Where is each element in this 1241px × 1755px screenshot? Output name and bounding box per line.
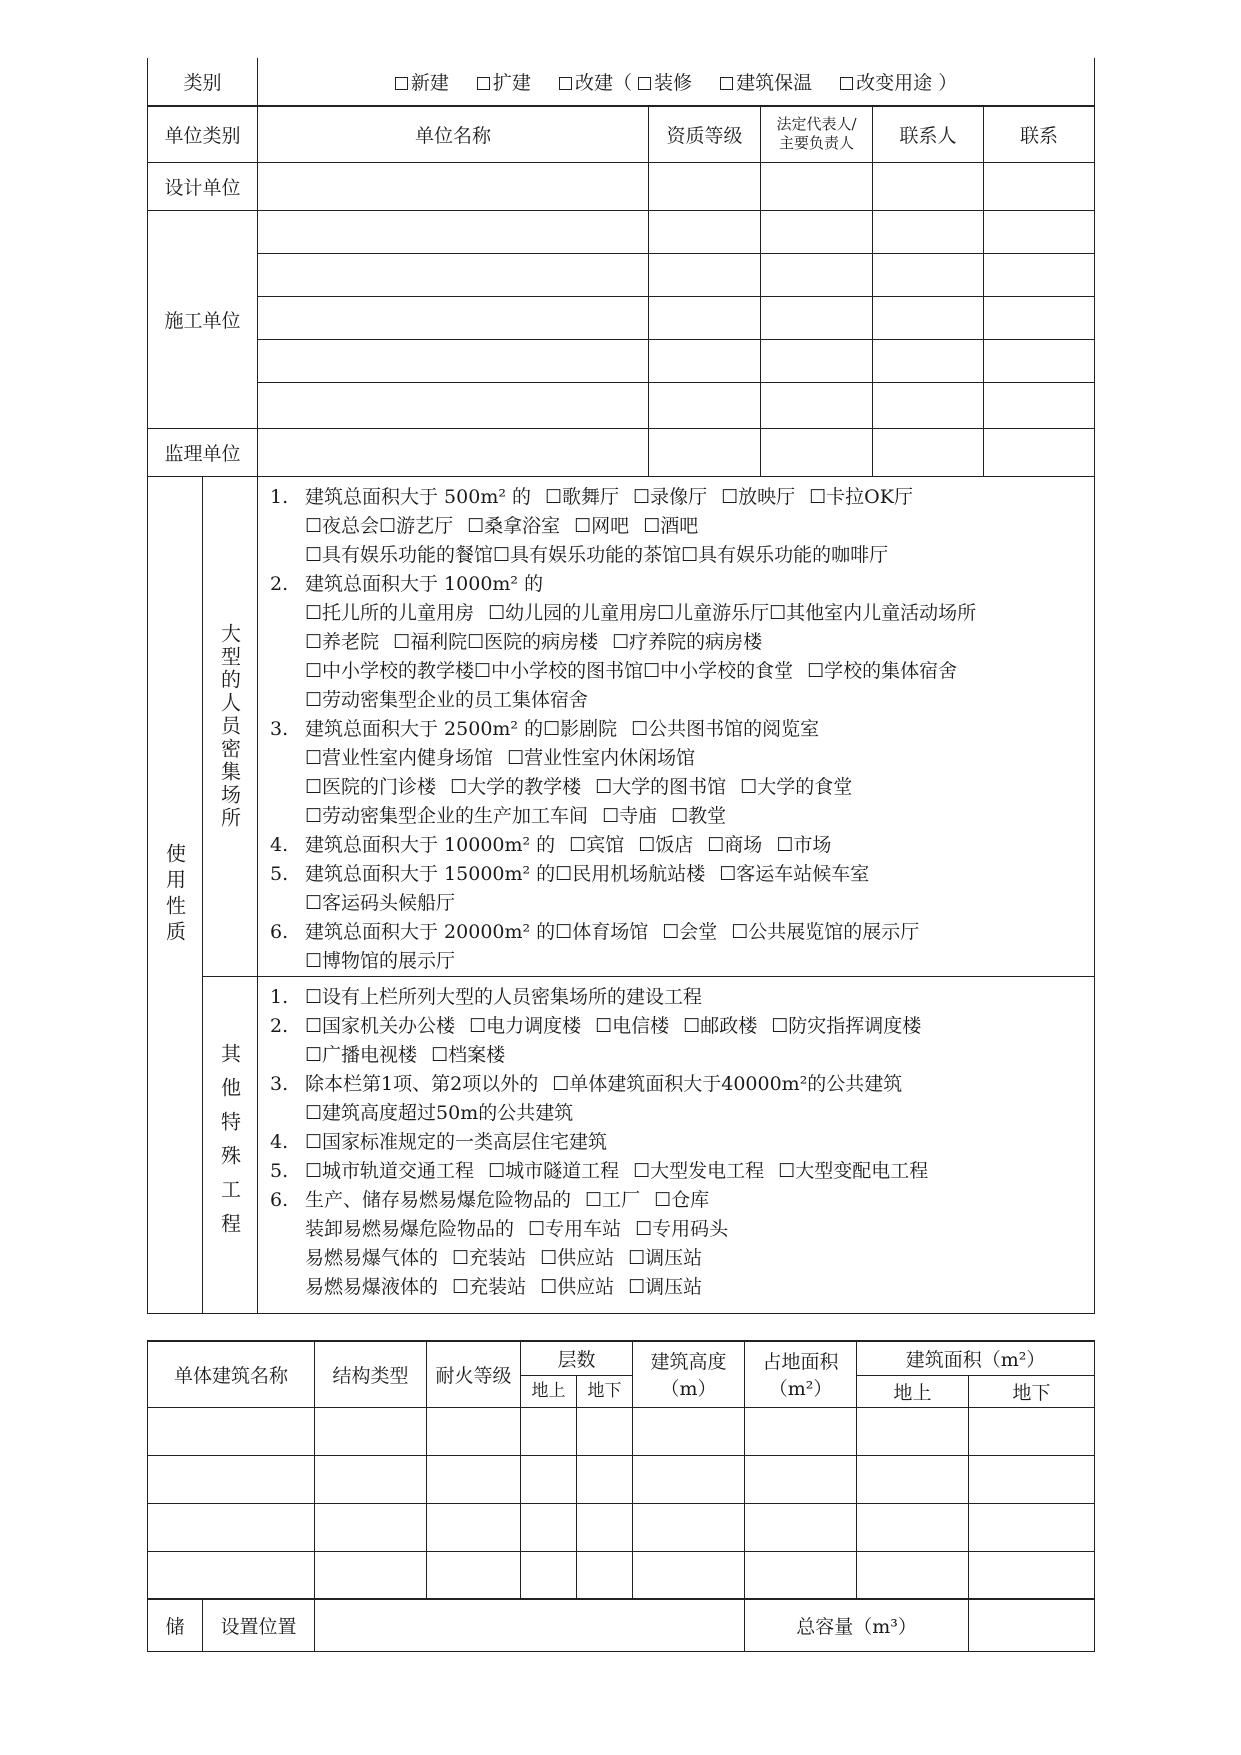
input-cell[interactable] [148,1455,315,1503]
checklist-text: ☐客运码头候船厅 [305,891,456,914]
header-height: 建筑高度 （m） [633,1341,745,1407]
checklist-text: ☐营业性室内休闲场馆 [507,746,696,769]
checkbox-icon[interactable] [638,77,651,90]
checklist-line [270,983,1094,1012]
checkbox-icon[interactable] [720,77,733,90]
checklist-text: 建筑总面积大于 500m² 的 [305,485,531,508]
header-structure-type: 结构类型 [315,1341,427,1407]
checklist-text: ☐饭店 [638,833,694,856]
building-row [148,1455,1095,1503]
checklist-text: ☐调压站 [628,1275,703,1298]
design-unit-label: 设计单位 [148,162,258,210]
checklist-line [270,686,1094,715]
checklist-line [270,1215,1094,1244]
header-legal-rep: 法定代表人/ 主要负责人 [761,106,873,162]
checklist-text: ☐仓库 [654,1188,710,1211]
input-cell[interactable] [521,1503,577,1551]
input-cell[interactable] [258,296,649,339]
input-cell[interactable] [873,296,984,339]
category-options: 新建 扩建 改建（ 装修 建筑保温 改变用途 ） [258,58,1095,106]
checklist-text: ☐充装站 [452,1275,527,1298]
header-unit-name: 单位名称 [258,106,649,162]
header-contact-info: 联系 [984,106,1095,162]
input-cell[interactable] [258,428,649,476]
checklist-text: ☐夜总会☐游艺厅 [305,514,454,537]
storage-label: 储 [148,1599,203,1651]
checklist-text: ☐网吧 [574,514,630,537]
input-cell[interactable] [873,253,984,296]
checklist-text: ☐录像厅 [633,485,708,508]
checklist-text: ☐供应站 [540,1246,615,1269]
project-info-table [147,58,1095,1314]
category-option-rebuild[interactable]: 改建（ [559,72,632,94]
input-cell[interactable] [969,1455,1095,1503]
input-cell[interactable] [745,1503,857,1551]
checklist-line [270,541,1094,570]
checklist-line [270,947,1094,976]
checklist-line [270,1128,1094,1157]
input-cell[interactable] [315,1455,427,1503]
checklist-text: ☐公共图书馆的阅览室 [631,717,820,740]
checklist-text: ☐医院的门诊楼 [305,775,437,798]
input-cell[interactable] [649,253,761,296]
header-land-area: 占地面积 （m²） [745,1341,857,1407]
construction-unit-row [148,296,1095,339]
input-cell[interactable] [258,382,649,428]
input-cell[interactable] [984,382,1095,428]
checklist-text: ☐劳动密集型企业的生产加工车间 [305,804,589,827]
other-special-list [258,976,1095,1313]
input-cell[interactable] [577,1455,633,1503]
use-nature-label: 使用性质 [148,476,203,1313]
supervision-unit-row [148,428,1095,476]
checklist-text: 建筑总面积大于 20000m² 的☐体育场馆 [305,920,649,943]
checklist-text: ☐具有娱乐功能的餐馆☐具有娱乐功能的茶馆☐具有娱乐功能的咖啡厅 [305,543,889,566]
header-area-below: 地下 [969,1375,1095,1407]
checklist-line [270,744,1094,773]
checklist-text: ☐市场 [776,833,832,856]
input-cell[interactable] [761,162,873,210]
input-cell[interactable] [761,296,873,339]
checklist-line [270,802,1094,831]
checklist-text: ☐电信楼 [595,1014,670,1037]
checklist-text: ☐档案楼 [431,1043,506,1066]
checklist-text: ☐防灾指挥调度楼 [771,1014,922,1037]
category-option-extend[interactable]: 扩建 [477,72,531,94]
checklist-text: ☐中小学校的教学楼☐中小学校的图书馆☐中小学校的食堂 [305,659,794,682]
input-cell[interactable] [427,1551,521,1599]
checklist-text: ☐大学的图书馆 [595,775,727,798]
input-cell[interactable] [427,1455,521,1503]
checklist-line [270,1244,1094,1273]
checklist-text: ☐工厂 [585,1188,641,1211]
other-special-label: 其他特殊工程 [203,976,258,1313]
input-cell[interactable] [577,1503,633,1551]
checklist-text: 建筑总面积大于 10000m² 的 [305,833,556,856]
location-label: 设置位置 [203,1599,315,1651]
checklist-text: ☐调压站 [628,1246,703,1269]
checklist-text: 易燃易爆气体的 [305,1246,439,1269]
checklist-text: ☐劳动密集型企业的员工集体宿舍 [305,688,589,711]
input-cell[interactable] [745,1551,857,1599]
checklist-text: ☐大型变配电工程 [778,1159,929,1182]
category-label: 类别 [148,58,258,106]
item-number: 5. [270,862,289,885]
checklist-text: 除本栏第1项、第2项以外的 [305,1072,539,1095]
input-cell[interactable] [761,253,873,296]
input-cell[interactable] [873,382,984,428]
input-cell[interactable] [649,339,761,382]
input-cell[interactable] [258,339,649,382]
item-number: 1. [270,485,289,508]
checklist-line [270,1273,1094,1302]
total-capacity-label: 总容量（m³） [745,1599,969,1651]
category-option-decoration[interactable]: 装修 [638,72,692,94]
checklist-line [270,483,1094,512]
input-cell[interactable] [873,210,984,253]
input-cell[interactable] [984,162,1095,210]
header-floors-above: 地上 [521,1375,577,1407]
input-cell[interactable] [649,162,761,210]
total-capacity-input[interactable] [969,1599,1095,1651]
supervision-unit-label: 监理单位 [148,428,258,476]
item-number: 2. [270,1014,289,1037]
checklist-text: ☐供应站 [540,1275,615,1298]
checklist-line [270,918,1094,947]
input-cell[interactable] [258,162,649,210]
checklist-text: ☐城市轨道交通工程 [305,1159,475,1182]
item-number: 6. [270,920,289,943]
input-cell[interactable] [258,210,649,253]
checklist-text: ☐国家机关办公楼 [305,1014,456,1037]
building-row [148,1407,1095,1455]
checkbox-icon[interactable] [559,77,572,90]
checklist-text: ☐广播电视楼 [305,1043,418,1066]
construction-unit-row [148,382,1095,428]
checklist-line [270,889,1094,918]
crowded-places-list [258,476,1095,976]
category-option-change-use[interactable]: 改变用途 [840,72,932,94]
input-cell[interactable] [873,339,984,382]
checklist-text: ☐单体建筑面积大于40000m²的公共建筑 [552,1072,903,1095]
item-number: 6. [270,1188,289,1211]
input-cell[interactable] [969,1503,1095,1551]
input-cell[interactable] [761,210,873,253]
item-number: 4. [270,1130,289,1153]
checklist-text: ☐会堂 [662,920,718,943]
checklist-text: 建筑总面积大于 15000m² 的☐民用机场航站楼 [305,862,706,885]
checklist-text: ☐大学的教学楼 [450,775,582,798]
item-number: 3. [270,1072,289,1095]
checklist-text: ☐设有上栏所列大型的人员密集场所的建设工程 [305,985,703,1008]
input-cell[interactable] [857,1551,969,1599]
construction-unit-label: 施工单位 [148,210,258,428]
input-cell[interactable] [857,1503,969,1551]
input-cell[interactable] [969,1407,1095,1455]
checkbox-icon[interactable] [395,77,408,90]
input-cell[interactable] [761,428,873,476]
checklist-text: ☐疗养院的病房楼 [612,630,763,653]
input-cell[interactable] [633,1407,745,1455]
input-cell[interactable] [873,162,984,210]
storage-row [148,1599,1095,1651]
category-option-new[interactable]: 新建 [395,72,449,94]
header-building-area: 建筑面积（m²） [857,1341,1095,1375]
checklist-text: ☐建筑高度超过50m的公共建筑 [305,1101,574,1124]
input-cell[interactable] [427,1407,521,1455]
input-cell[interactable] [633,1551,745,1599]
checklist-line [270,1012,1094,1041]
checklist-line [270,831,1094,860]
input-cell[interactable] [577,1407,633,1455]
input-cell[interactable] [148,1551,315,1599]
item-number: 4. [270,833,289,856]
input-cell[interactable] [649,428,761,476]
input-cell[interactable] [649,296,761,339]
checklist-text: ☐博物馆的展示厅 [305,949,456,972]
item-number: 3. [270,717,289,740]
input-cell[interactable] [148,1407,315,1455]
input-cell[interactable] [649,382,761,428]
header-area-above: 地上 [857,1375,969,1407]
checklist-text: ☐专用码头 [635,1217,729,1240]
checklist-text: ☐公共展览馆的展示厅 [731,920,920,943]
item-number: 1. [270,985,289,1008]
checklist-text: ☐卡拉OK厅 [809,485,913,508]
checklist-text: ☐福利院☐医院的病房楼 [393,630,599,653]
checklist-text: ☐大型发电工程 [633,1159,765,1182]
input-cell[interactable] [148,1503,315,1551]
input-cell[interactable] [315,1503,427,1551]
input-cell[interactable] [577,1551,633,1599]
checklist-text: 生产、储存易燃易爆危险物品的 [305,1188,572,1211]
checklist-text: ☐托儿所的儿童用房 [305,601,475,624]
checklist-text: ☐养老院 [305,630,380,653]
checklist-line [270,570,1094,599]
input-cell[interactable] [649,210,761,253]
header-qualification: 资质等级 [649,106,761,162]
header-unit-type: 单位类别 [148,106,258,162]
input-cell[interactable] [633,1455,745,1503]
input-cell[interactable] [984,210,1095,253]
input-cell[interactable] [969,1551,1095,1599]
building-row [148,1503,1095,1551]
input-cell[interactable] [984,296,1095,339]
checklist-text: ☐大学的食堂 [740,775,853,798]
input-cell[interactable] [984,339,1095,382]
construction-unit-row [148,339,1095,382]
checklist-line [270,860,1094,889]
checklist-line [270,1041,1094,1070]
checklist-text: ☐国家标准规定的一类高层住宅建筑 [305,1130,608,1153]
header-building-name: 单体建筑名称 [148,1341,315,1407]
checklist-text: ☐商场 [707,833,763,856]
checklist-line [270,512,1094,541]
checklist-line [270,773,1094,802]
checklist-text: ☐营业性室内健身场馆 [305,746,494,769]
checklist-text: ☐充装站 [452,1246,527,1269]
input-cell[interactable] [633,1503,745,1551]
header-floors-below: 地下 [577,1375,633,1407]
checklist-text: ☐歌舞厅 [545,485,620,508]
building-row [148,1551,1095,1599]
checklist-text: ☐教堂 [671,804,727,827]
checklist-line [270,628,1094,657]
input-cell[interactable] [984,253,1095,296]
design-unit-row [148,162,1095,210]
checklist-text: ☐桑拿浴室 [467,514,561,537]
input-cell[interactable] [521,1455,577,1503]
checklist-line [270,1099,1094,1128]
input-cell[interactable] [857,1455,969,1503]
checklist-line [270,1186,1094,1215]
input-cell[interactable] [984,428,1095,476]
checklist-text: 建筑总面积大于 2500m² 的☐影剧院 [305,717,618,740]
input-cell[interactable] [521,1407,577,1455]
checklist-text: ☐寺庙 [602,804,658,827]
input-cell[interactable] [745,1407,857,1455]
checklist-text: ☐邮政楼 [683,1014,758,1037]
checklist-line [270,1070,1094,1099]
checklist-text: ☐专用车站 [528,1217,622,1240]
input-cell[interactable] [857,1407,969,1455]
checklist-text: ☐客运车站候车室 [719,862,870,885]
input-cell[interactable] [521,1551,577,1599]
building-info-table [147,1340,1095,1652]
input-cell[interactable] [761,339,873,382]
item-number: 2. [270,572,289,595]
checklist-text: 建筑总面积大于 1000m² 的 [305,572,544,595]
checklist-text: ☐放映厅 [721,485,796,508]
input-cell[interactable] [315,1407,427,1455]
location-input[interactable] [315,1599,745,1651]
header-contact: 联系人 [873,106,984,162]
input-cell[interactable] [258,253,649,296]
input-cell[interactable] [427,1503,521,1551]
category-option-insulation[interactable]: 建筑保温 [720,72,812,94]
crowded-places-label: 大型的人员密集场所 [203,476,258,976]
checklist-text: ☐宾馆 [569,833,625,856]
checkbox-icon[interactable] [840,77,853,90]
checklist-text: 易燃易爆液体的 [305,1275,439,1298]
checklist-line [270,599,1094,628]
input-cell[interactable] [873,428,984,476]
item-number: 5. [270,1159,289,1182]
checklist-text: ☐酒吧 [643,514,699,537]
checklist-line [270,1157,1094,1186]
header-floors: 层数 [521,1341,633,1375]
checklist-text: 装卸易燃易爆危险物品的 [305,1217,515,1240]
construction-unit-row [148,253,1095,296]
checkbox-icon[interactable] [477,77,490,90]
input-cell[interactable] [315,1551,427,1599]
construction-unit-row [148,210,1095,253]
header-fire-rating: 耐火等级 [427,1341,521,1407]
checklist-text: ☐城市隧道工程 [488,1159,620,1182]
checklist-text: ☐幼儿园的儿童用房☐儿童游乐厅☐其他室内儿童活动场所 [488,601,977,624]
input-cell[interactable] [745,1455,857,1503]
checklist-text: ☐学校的集体宿舍 [807,659,958,682]
checklist-text: ☐电力调度楼 [469,1014,582,1037]
input-cell[interactable] [761,382,873,428]
checklist-line [270,715,1094,744]
checklist-line [270,657,1094,686]
